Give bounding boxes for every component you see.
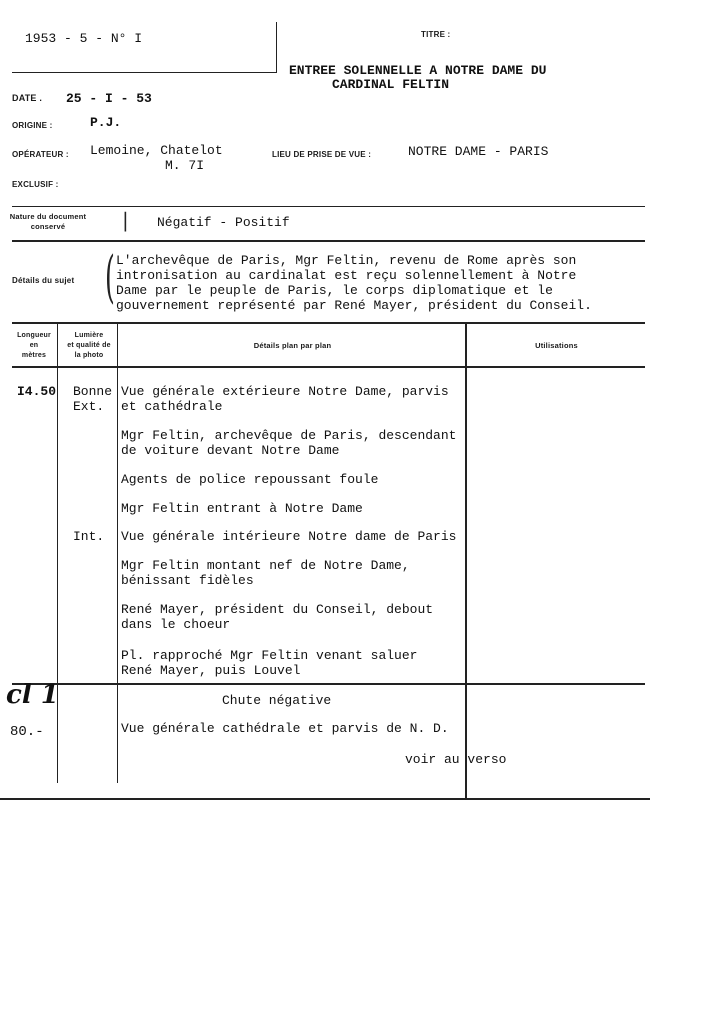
table-bottom-border <box>0 798 650 800</box>
lieu-value: NOTRE DAME - PARIS <box>408 144 549 159</box>
table-header-divider <box>12 366 645 368</box>
nature-divider <box>12 240 645 242</box>
shot-line: et cathédrale <box>121 399 223 414</box>
lieu-label: LIEU DE PRISE DE VUE : <box>272 150 372 159</box>
light-bonne: Bonne <box>73 384 113 399</box>
handwritten-mark: cl 1 <box>6 680 59 710</box>
col-rule-3 <box>465 323 467 798</box>
titre-label: TITRE : <box>421 30 451 39</box>
exclusif-label: EXCLUSIF : <box>12 180 59 189</box>
light-ext: Ext. <box>73 399 105 414</box>
col-details-header: Détails plan par plan <box>253 341 332 350</box>
operateur-value-2: M. 7I <box>165 158 205 173</box>
length-value-2: 80.- <box>10 724 44 740</box>
shot-line: dans le choeur <box>121 617 231 632</box>
shot-line: René Mayer, puis Louvel <box>121 663 301 678</box>
details-line: Dame par le peuple de Paris, le corps diplomatique et le <box>116 283 553 298</box>
col-longueur-header: Longueur en mètres <box>17 332 51 359</box>
verso-note: voir au verso <box>405 752 507 767</box>
title-line-2: CARDINAL FELTIN <box>332 77 450 92</box>
origine-label: ORIGINE : <box>12 121 53 130</box>
date-label: DATE . <box>12 93 43 103</box>
details-sujet-text <box>116 253 592 313</box>
shot-line: Mgr Feltin montant nef de Notre Dame, <box>121 558 410 573</box>
last-shot-line: Vue générale cathédrale et parvis de N. D. <box>121 721 449 736</box>
nature-label: Nature du document conservé <box>9 212 87 231</box>
origine-value: P.J. <box>90 115 122 130</box>
shot-line: Vue générale intérieure Notre dame de Paris <box>121 529 457 544</box>
reference-number: 1953 - 5 - N° I <box>25 31 143 46</box>
operateur-label: OPÉRATEUR : <box>12 150 69 159</box>
header-divider-horizontal <box>12 72 277 73</box>
title-line-1: ENTREE SOLENNELLE A NOTRE DAME DU <box>289 63 547 78</box>
shot-line: Mgr Feltin, archevêque de Paris, descendant <box>121 428 457 443</box>
shot-line: René Mayer, président du Conseil, debout <box>121 602 434 617</box>
details-line: L'archevêque de Paris, Mgr Feltin, revenu de Rome après son <box>116 253 577 268</box>
fields-divider <box>12 206 645 207</box>
date-value: 25 - I - 53 <box>66 91 152 106</box>
shot-line: Vue générale extérieure Notre Dame, parvis <box>121 384 449 399</box>
col-rule-2 <box>117 323 118 783</box>
table-top-border <box>12 322 645 324</box>
chute-divider <box>12 683 645 685</box>
shot-line: Mgr Feltin entrant à Notre Dame <box>121 501 363 516</box>
shot-line: de voiture devant Notre Dame <box>121 443 340 458</box>
header-divider-vertical <box>276 22 277 72</box>
details-sujet-label: Détails du sujet <box>12 276 75 285</box>
operateur-value-1: Lemoine, Chatelot <box>90 143 223 158</box>
chute-label: Chute négative <box>222 693 332 708</box>
shot-line: bénissant fidèles <box>121 573 254 588</box>
nature-value: Négatif - Positif <box>157 215 290 230</box>
nature-brace: | <box>122 208 129 232</box>
shot-line: Pl. rapproché Mgr Feltin venant saluer <box>121 648 418 663</box>
col-utilisations-header: Utilisations <box>535 341 578 350</box>
col-lumiere-header: Lumière et qualité de la photo <box>67 332 111 359</box>
shot-line: Agents de police repoussant foule <box>121 472 379 487</box>
length-value: I4.50 <box>17 384 57 399</box>
details-line: gouvernement représenté par René Mayer, président du Conseil. <box>116 298 592 313</box>
details-brace: ( <box>105 245 115 310</box>
details-line: intronisation au cardinalat est reçu solennellement à Notre <box>116 268 577 283</box>
light-int: Int. <box>73 529 105 544</box>
col-rule-1 <box>57 323 58 783</box>
